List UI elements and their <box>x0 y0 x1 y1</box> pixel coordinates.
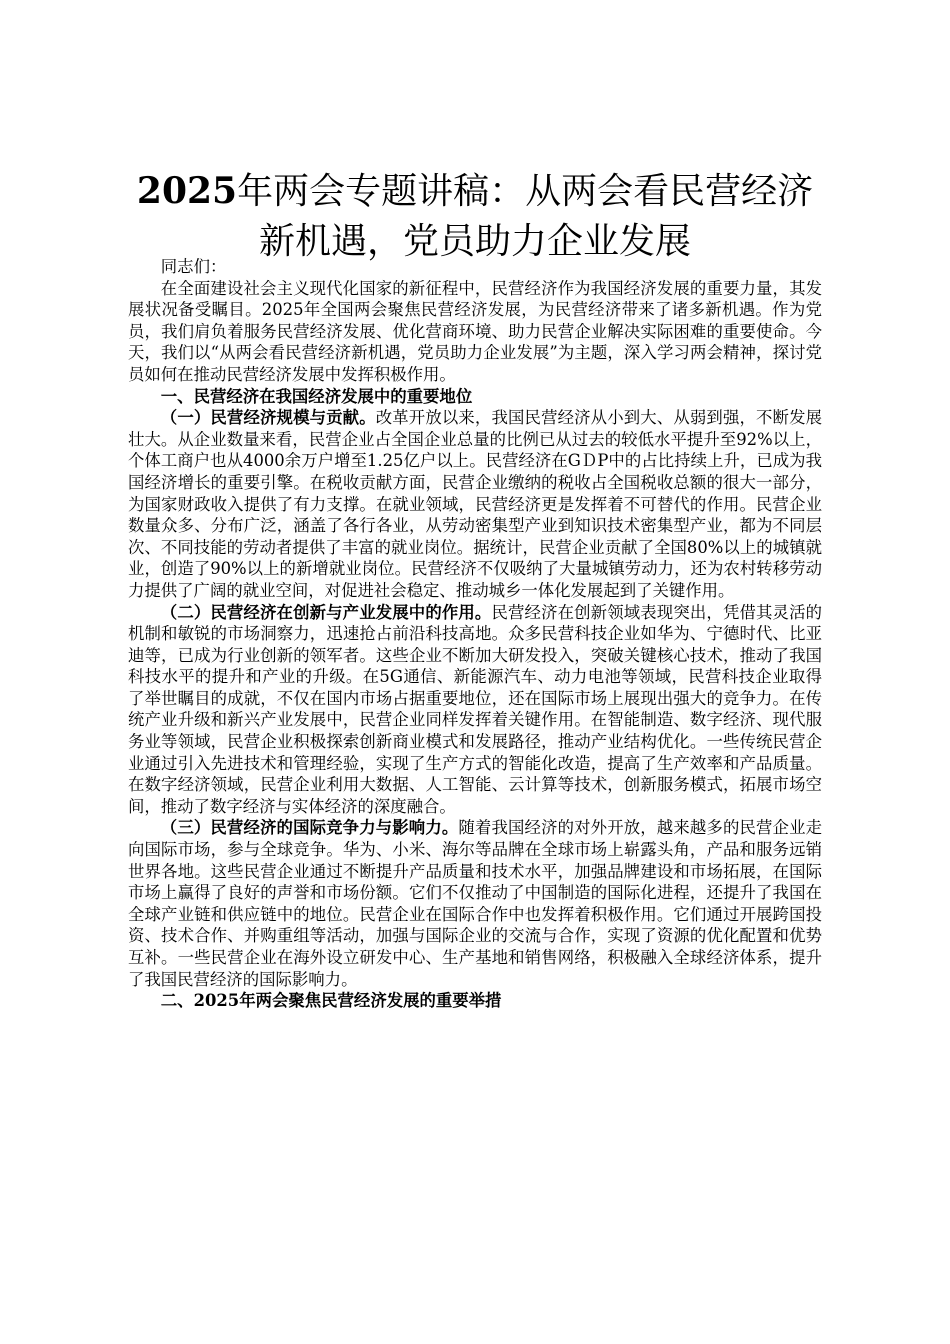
subsection-paragraph-3 <box>128 817 822 990</box>
subsection-text-1: 改革开放以来，我国民营经济从小到大、从弱到强，不断发展壮大。从企业数量来看，民营企业占全国企业总量的比例已从过去的较低水平提升至92%以上，个体工商户也从4000余万户增至1.25亿户以上。民营经济在GＤP中的占比持续上升，已成为我国经济增长的重要引擎。在税收贡献方面，民营企业缴纳的税收占全国税收总额的很大一部分，为国家财政收入提供了有力支撑。在就业领域，民营经济更是发挥着不可替代的作用。民营企业数量众多、分布广泛，涵盖了各行各业，从劳动密集型产业到知识技术密集型产业，都为不同层次、不同技能的劳动者提供了丰富的就业岗位。据统计，民营企业贡献了全国80%以上的城镇就业，创造了90%以上的新增就业岗位。民营经济不仅吸纳了大量城镇劳动力，还为农村转移劳动力提供了广阔的就业空间，对促进社会稳定、推动城乡一体化发展起到了关键作用。 <box>128 408 822 600</box>
document-title <box>120 166 830 267</box>
subsection-paragraph-2 <box>128 602 822 818</box>
subsection-lead-3: （三）民营经济的国际竞争力与影响力。 <box>160 818 459 838</box>
intro-paragraph: 在全面建设社会主义现代化国家的新征程中，民营经济作为我国经济发展的重要力量，其发展状况备受瞩目。2025年全国两会聚焦民营经济发展，为民营经济带来了诸多新机遇。作为党员，我们肩负着服务民营经济发展、优化营商环境、助力民营企业解决实际困难的重要使命。今天，我们以“从两会看民营经济新机遇，党员助力企业发展”为主题，深入学习两会精神，探讨党员如何在推动民营经济发展中发挥积极作用。 <box>128 278 822 384</box>
salutation: 同志们： <box>160 257 227 276</box>
section-heading-1: 一、民营经济在我国经济发展中的重要地位 <box>160 386 473 406</box>
subsection-text-2: 民营经济在创新领域表现突出，凭借其灵活的机制和敏锐的市场洞察力，迅速抢占前沿科技高地。众多民营科技企业如华为、宁德时代、比亚迪等，已成为行业创新的领军者。这些企业不断加大研发投入，突破关键核心技术，推动了我国科技水平的提升和产业的升级。在5G通信、新能源汽车、动力电池等领域，民营科技企业取得了举世瞩目的成就，不仅在国内市场占据重要地位，还在国际市场上展现出强大的竞争力。在传统产业升级和新兴产业发展中，民营企业同样发挥着关键作用。在智能制造、数字经济、现代服务业等领域，民营企业积极探索创新商业模式和发展路径，推动产业结构优化。一些传统民营企业通过引入先进技术和管理经验，实现了生产方式的智能化改造，提高了生产效率和产品质量。在数字经济领域，民营企业利用大数据、人工智能、云计算等技术，创新服务模式，拓展市场空间，推动了数字经济与实体经济的深度融合。 <box>128 602 822 816</box>
subsection-paragraph-1 <box>128 407 822 601</box>
title-year: 2025 <box>136 170 238 212</box>
subsection-lead-1: （一）民营经济规模与贡献。 <box>160 408 376 428</box>
subsection-lead-2: （二）民营经济在创新与产业发展中的作用。 <box>160 602 492 622</box>
subsection-text-3: 随着我国经济的对外开放，越来越多的民营企业走向国际市场，参与全球竞争。华为、小米、海尔等品牌在全球市场上崭露头角，产品和服务远销世界各地。这些民营企业通过不断提升产品质量和技术水平，加强品牌建设和市场拓展，在国际市场上赢得了良好的声誉和市场份额。它们不仅推动了中国制造的国际化进程，还提升了我国在全球产业链和供应链中的地位。民营企业在国际合作中也发挥着积极作用。它们通过开展跨国投资、技术合作、并购重组等活动，加强与国际企业的交流与合作，实现了资源的优化配置和优势互补。一些民营企业在海外设立研发中心、生产基地和销售网络，积极融入全球经济体系，提升了我国民营经济的国际影响力。 <box>128 818 823 989</box>
document-body <box>128 256 822 1012</box>
section-heading-2: 二、2025年两会聚焦民营经济发展的重要举措 <box>160 991 502 1011</box>
title-text: 年两会专题讲稿：从两会看民营经济新机遇，党员助力企业发展 <box>237 171 814 262</box>
